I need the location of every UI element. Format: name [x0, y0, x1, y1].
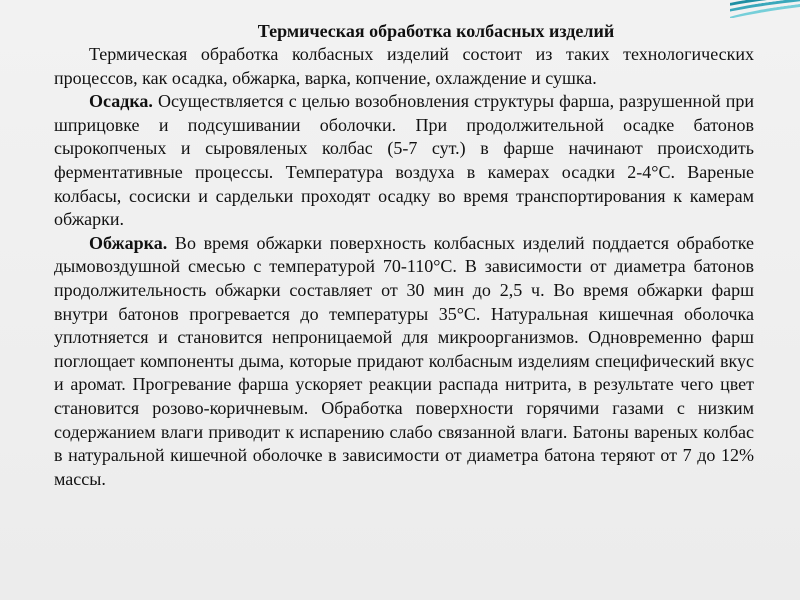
paragraph-obzharka	[54, 232, 754, 492]
paragraph-term: Обжарка.	[89, 232, 168, 253]
paragraph-intro	[54, 43, 754, 90]
document-body	[54, 20, 754, 491]
document-title: Термическая обработка колбасных изделий	[257, 21, 615, 41]
paragraph-list	[54, 43, 754, 491]
paragraph-text: Во время обжарки поверхность колбасных изделий поддается обработке дымовоздушной смесью с температурой 70-110°С. В зависимости от диаметра батонов продолжительность обжарки составляет от 30 мин до 2,5 ч. Во время обжарки фарш внутри батонов прогревается до температуры 35°С. Натуральная кишечная оболочка уплотняется и становится непроницаемой для микроорганизмов. Одновременно фарш поглощает компоненты дыма, которые придают колбасным изделиям специфический вкус и аромат. Прогревание фарша ускоряет реакции распада нитрита, в результате чего цвет становится розово-коричневым. Обработка поверхности горячими газами с низким содержанием влаги приводит к испарению слабо связанной влаги. Батоны вареных колбас в натуральной кишечной оболочке в зависимости от диаметра батона теряют от 7 до 12% массы.	[54, 232, 754, 489]
paragraph-osadka	[54, 90, 754, 232]
corner-swoosh-decoration	[730, 0, 800, 18]
paragraph-text: Термическая обработка колбасных изделий состоит из таких технологических процессов, как осадка, обжарка, варка, копчение, охлаждение и сушка.	[54, 44, 754, 88]
paragraph-term: Осадка.	[89, 91, 153, 112]
paragraph-text: Осуществляется с целью возобновления структуры фарша, разрушенной при шприцовке и подсушивании оболочки. При продолжительной осадке батонов сырокопченых и сыровяленых колбас (5-7 сут.) в фарше начинают происходить ферментативные процессы. Температура воздуха в камерах осадки 2-4°С. Вареные колбасы, сосиски и сардельки проходят осадку во время транспортирования к камерам обжарки.	[54, 91, 754, 230]
